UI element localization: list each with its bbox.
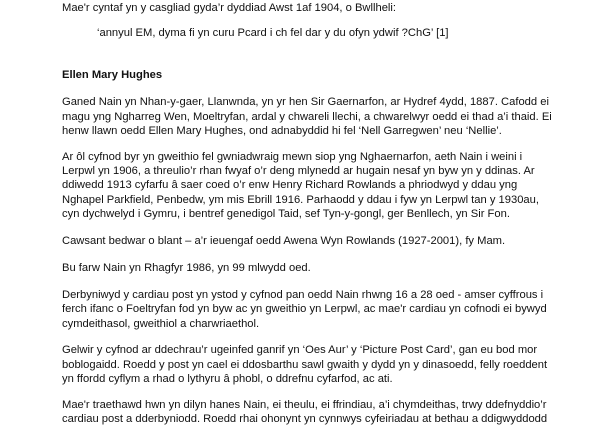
paragraph-5-line-3: cymdeithasol, gweithiol a charwriaethol. (62, 318, 260, 330)
paragraph-2-line-4: Nghapel Parkfield, Penbedw, ym mis Ebrill 1916. Parhaodd y ddau i fyw yn Lerpwl tan y 1930au, (62, 194, 539, 206)
paragraph-5-line-2: ferch ifanc o Foeltryfan fod yn byw ac yn gweithio yn Lerpwl, ac mae'r cardiau yn cofnodi ei bywyd (62, 303, 547, 315)
paragraph-6-line-3: yn ffordd cyflym a rhad o lythyru â phobl, o ddrefnu cyfarfod, ac ati. (62, 373, 393, 385)
paragraph-7-line-1: Mae'r traethawd hwn yn dilyn hanes Nain, ei theulu, ei ffrindiau, a’i chymdeithas, trwy ddefnyddio’r (62, 399, 547, 411)
paragraph-2-line-2: Lerpwl yn 1906, a threulio’r rhan fwyaf o’r deng mlynedd ar hugain nesaf yn byw yn y ddinas. Ar (62, 165, 535, 177)
paragraph-6-line-1: Gelwir y cyfnod ar ddechrau’r ugeinfed ganrif yn ‘Oes Aur’ y ‘Picture Post Card’, gan eu bod mor (62, 344, 538, 356)
paragraph-3-line-1: Cawsant bedwar o blant – a’r ieuengaf oedd Awena Wyn Rowlands (1927-2001), fy Mam. (62, 235, 506, 247)
paragraph-2-line-3: ddiwedd 1913 cyfarfu â saer coed o’r enw Henry Richard Rowlands a phriodwyd y ddau yng (62, 179, 518, 191)
paragraph-1-line-2: magu yng Ngharreg Wen, Moeltryfan, ardal y chwareli llechi, a chwarelwyr oedd ei thad a’i thaid. Ei (62, 111, 552, 123)
paragraph-5-line-1: Derbyniwyd y cardiau post yn ystod y cyfnod pan oedd Nain rhwng 16 a 28 oed - amser cyffrous i (62, 289, 544, 301)
intro-line: Mae'r cyntaf yn y casgliad gyda’r dyddiad Awst 1af 1904, o Bwllheli: (62, 2, 397, 14)
paragraph-2-line-1: Ar ôl cyfnod byr yn gweithio fel gwniadwraig mewn siop yng Nghaernarfon, aeth Nain i weini i (62, 151, 523, 163)
paragraph-1-line-1: Ganed Nain yn Nhan-y-gaer, Llanwnda, yn yr hen Sir Gaernarfon, ar Hydref 4ydd, 1887. Cafodd ei (62, 96, 549, 108)
paragraph-1-line-3: henw llawn oedd Ellen Mary Hughes, ond adnabyddid hi fel ‘Nell Garregwen’ neu ‘Nellie’. (62, 125, 502, 137)
paragraph-2-line-5: cyn dychwelyd i Gymru, i bentref genedigol Taid, sef Tyn-y-gongl, ger Benllech, yn Sir Fon. (62, 208, 510, 220)
section-heading: Ellen Mary Hughes (62, 69, 163, 81)
paragraph-7-line-2: cardiau post a dderbyniodd. Roedd rhai ohonynt yn cynnwys cyfeiriadau at bethau a ddigwyddodd (62, 413, 548, 425)
paragraph-4-line-1: Bu farw Nain yn Rhagfyr 1986, yn 99 mlwydd oed. (62, 262, 311, 274)
quote-line: ‘annyul EM, dyma fi yn curu Pcard i ch fel dar y du ofyn ydwif ?ChG’ [1] (97, 27, 449, 39)
paragraph-6-line-2: boblogaidd. Roedd y post yn cael ei ddosbarthu sawl gwaith y dydd yn y dinasoedd, felly roeddent (62, 359, 548, 371)
